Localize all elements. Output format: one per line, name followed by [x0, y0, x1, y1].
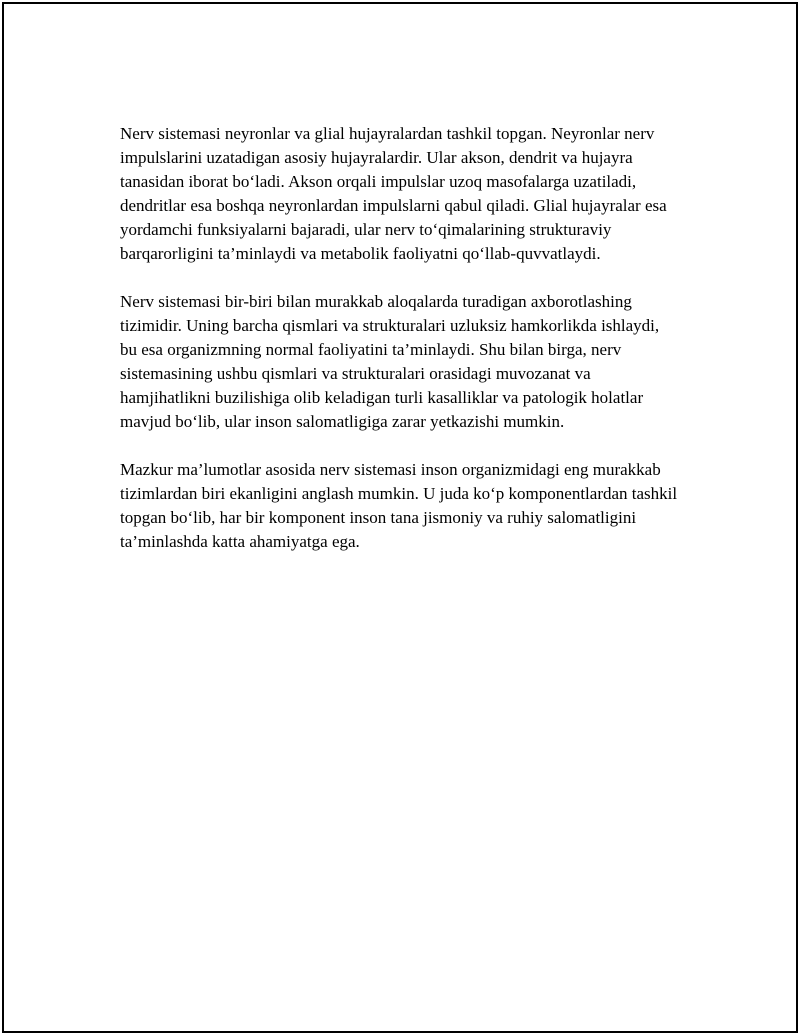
- paragraph-1: Nerv sistemasi neyronlar va glial hujayralardan tashkil topgan. Neyronlar nerv impulslarini uzatadigan asosiy hujayralardir. Ular akson, dendrit va hujayra tanasidan iborat bo‘ladi. Akson orqali impulslar uzoq masofalarga uzatiladi, dendritlar esa boshqa neyronlardan impulslarni qabul qiladi. Glial hujayralar esa yordamchi funksiyalarni bajaradi, ular nerv to‘qimalarining strukturaviy barqarorligini ta’minlaydi va metabolik faoliyatni qo‘llab-quvvatlaydi.: [120, 124, 667, 263]
- document-body: [120, 122, 680, 578]
- paragraph-2: Nerv sistemasi bir-biri bilan murakkab aloqalarda turadigan axborotlashing tizimidir. Uning barcha qismlari va strukturalari uzluksiz hamkorlikda ishlaydi, bu esa organizmning normal faoliyatini ta’minlaydi. Shu bilan birga, nerv sistemasining ushbu qismlari va strukturalari orasidagi muvozanat va hamjihatlikni buzilishiga olib keladigan turli kasalliklar va patologik holatlar mavjud bo‘lib, ular inson salomatligiga zarar yetkazishi mumkin.: [120, 292, 660, 431]
- paragraph-3: Mazkur ma’lumotlar asosida nerv sistemasi inson organizmidagi eng murakkab tizimlardan biri ekanligini anglash mumkin. U juda ko‘p komponentlardan tashkil topgan bo‘lib, har bir komponent inson tana jismoniy va ruhiy salomatligini ta’minlashda katta ahamiyatga ega.: [120, 460, 678, 551]
- document-page: [2, 2, 798, 1033]
